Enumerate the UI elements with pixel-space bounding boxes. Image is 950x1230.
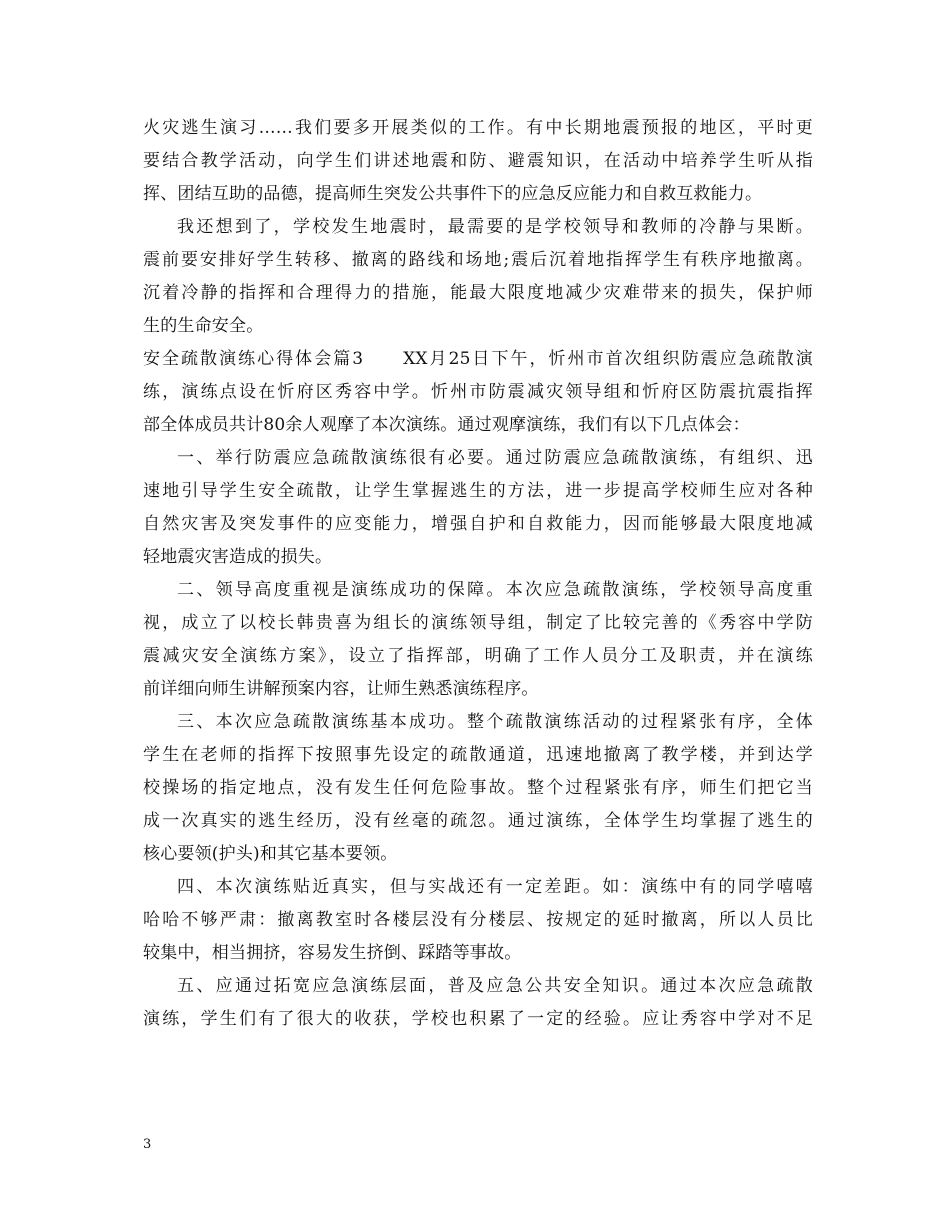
text-line: 前详细向师生讲解预案内容，让师生熟悉演练程序。 [143,679,539,699]
text-line: 较集中，相当拥挤，容易发生挤倒、踩踏等事故。 [143,943,522,963]
text-line: 安全疏散演练心得体会篇3 XX月25日下午，忻州市首次组织防震应急疏散演 [143,349,813,369]
text-line: 三、本次应急疏散演练基本成功。整个疏散演练活动的过程紧张有序，全体 [177,712,813,732]
text-line: 挥、团结互助的品德，提高师生突发公共事件下的应急反应能力和自救互救能力。 [143,184,763,204]
text-line: 一、举行防震应急疏散演练很有必要。通过防震应急疏散演练，有组织、迅 [177,448,813,468]
text-line: 二、领导高度重视是演练成功的保障。本次应急疏散演练，学校领导高度重 [177,580,813,600]
text-line: 生的生命安全。 [143,316,264,336]
text-line: 轻地震灾害造成的损失。 [143,547,333,567]
text-line: 成一次真实的逃生经历，没有丝毫的疏忽。通过演练，全体学生均掌握了逃生的 [143,811,813,831]
text-line: 四、本次演练贴近真实，但与实战还有一定差距。如：演练中有的同学嘻嘻 [177,877,813,897]
text-line: 震减灾安全演练方案》，设立了指挥部，明确了工作人员分工及职责，并在演练 [143,646,813,666]
text-line: 要结合教学活动，向学生们讲述地震和防、避震知识，在活动中培养学生听从指 [143,151,813,171]
text-line: 我还想到了，学校发生地震时，最需要的是学校领导和教师的冷静与果断。 [177,217,813,237]
text-line: 沉着冷静的指挥和合理得力的措施，能最大限度地减少灾难带来的损失，保护师 [143,283,813,303]
text-line: 自然灾害及突发事件的应变能力，增强自护和自救能力，因而能够最大限度地减 [143,514,813,534]
text-line: 部全体成员共计80余人观摩了本次演练。通过观摩演练，我们有以下几点体会： [143,415,750,435]
text-line: 速地引导学生安全疏散，让学生掌握逃生的方法，进一步提高学校师生应对各种 [143,481,813,501]
text-line: 学生在老师的指挥下按照事先设定的疏散通道，迅速地撤离了教学楼，并到达学 [143,745,813,765]
page-number: 3 [143,1137,152,1152]
text-line: 哈哈不够严肃：撤离教室时各楼层没有分楼层、按规定的延时撤离，所以人员比 [143,910,813,930]
text-line: 视，成立了以校长韩贵喜为组长的演练领导组，制定了比较完善的《秀容中学防 [143,613,813,633]
text-line: 火灾逃生演习……我们要多开展类似的工作。有中长期地震预报的地区，平时更 [143,118,813,138]
text-line: 核心要领(护头)和其它基本要领。 [143,844,398,864]
text-line: 震前要安排好学生转移、撤离的路线和场地;震后沉着地指挥学生有秩序地撤离。 [143,250,813,270]
text-line: 演练，学生们有了很大的收获，学校也积累了一定的经验。应让秀容中学对不足 [143,1009,813,1029]
document-body [143,112,813,1036]
text-line: 练，演练点设在忻府区秀容中学。忻州市防震减灾领导组和忻府区防震抗震指挥 [143,382,813,402]
text-line: 五、应通过拓宽应急演练层面，普及应急公共安全知识。通过本次应急疏散 [177,976,813,996]
text-line: 校操场的指定地点，没有发生任何危险事故。整个过程紧张有序，师生们把它当 [143,778,813,798]
